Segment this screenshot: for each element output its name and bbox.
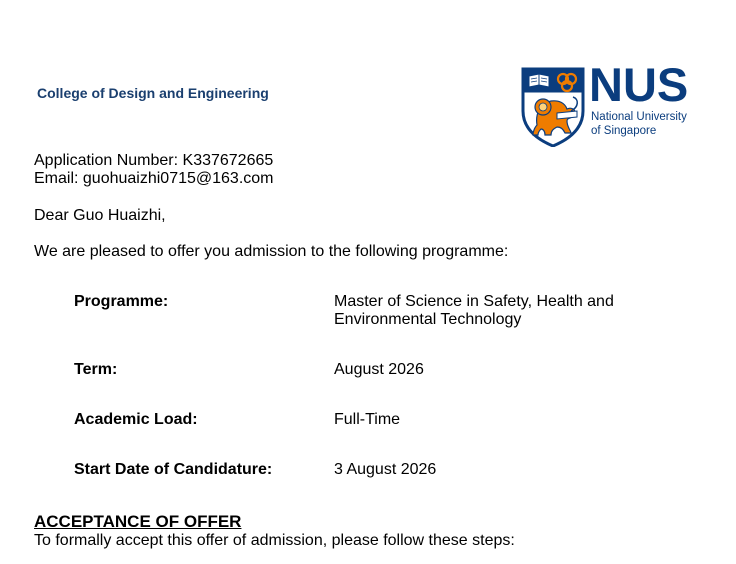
academic-load-value: Full-Time	[334, 411, 401, 428]
acceptance-text: To formally accept this offer of admission, please follow these steps:	[34, 532, 515, 549]
academic-load-label: Academic Load:	[74, 411, 198, 428]
college-name: College of Design and Engineering	[37, 85, 269, 101]
application-number: Application Number: K337672665	[34, 152, 274, 169]
programme-value	[334, 293, 674, 329]
start-date-label: Start Date of Candidature:	[74, 461, 273, 478]
programme-value-line2: Environmental Technology	[334, 311, 522, 328]
nus-crest-icon	[521, 67, 585, 147]
acceptance-title: ACCEPTANCE OF OFFER	[34, 512, 242, 531]
programme-value-line1: Master of Science in Safety, Health and	[334, 293, 614, 310]
nus-subtitle-line2: of Singapore	[591, 125, 657, 137]
intro-text: We are pleased to offer you admission to the following programme:	[34, 243, 509, 260]
programme-label: Programme:	[74, 293, 169, 310]
nus-subtitle-line1: National University	[591, 111, 687, 123]
nus-wordmark: NUS	[589, 58, 689, 111]
term-label: Term:	[74, 361, 118, 378]
applicant-email: Email: guohuaizhi0715@163.com	[34, 170, 274, 187]
term-value: August 2026	[334, 361, 424, 378]
greeting: Dear Guo Huaizhi,	[34, 207, 166, 224]
applicant-info	[34, 152, 274, 188]
nus-logo	[521, 58, 701, 149]
start-date-value: 3 August 2026	[334, 461, 437, 478]
nus-subtitle	[591, 110, 687, 138]
